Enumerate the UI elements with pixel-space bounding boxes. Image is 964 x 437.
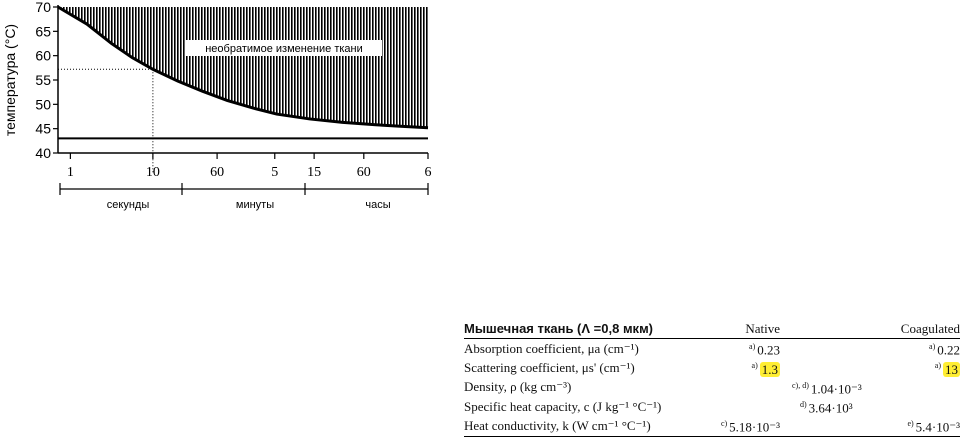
native-value <box>700 416 780 436</box>
x-tick-label: 10 <box>145 165 160 180</box>
shared-value <box>780 378 960 397</box>
x-tick-label: 60 <box>356 165 371 180</box>
native-value <box>700 358 780 377</box>
x-tick-label: 5 <box>271 165 279 180</box>
native-value <box>700 339 780 359</box>
temperature-time-chart <box>0 0 440 230</box>
y-tick-label: 40 <box>35 145 51 161</box>
ref-mark: c) <box>720 419 728 429</box>
ref-mark: a) <box>929 342 936 351</box>
x-tick-label: 15 <box>307 165 322 180</box>
col-header-native: Native <box>700 320 780 339</box>
irreversible-region <box>58 7 428 128</box>
time-unit-label: часы <box>365 199 391 211</box>
y-axis-label: температура (°C) <box>2 23 18 137</box>
empty-cell <box>700 378 780 397</box>
highlighted-value: 1.3 <box>761 361 778 377</box>
value: 3.64·10³ <box>808 400 853 416</box>
table-row <box>464 358 960 377</box>
col-header-coagulated: Coagulated <box>860 320 960 339</box>
value: 0.23 <box>757 342 780 358</box>
region-label: необратимое изменение ткани <box>205 43 363 55</box>
value: 5.4·10⁻³ <box>915 419 960 435</box>
empty-cell <box>700 397 780 416</box>
tissue-properties-table <box>464 320 960 437</box>
empty-cell <box>780 358 860 377</box>
empty-cell <box>780 416 860 436</box>
y-tick-label: 60 <box>35 47 51 64</box>
coag-value <box>860 416 960 436</box>
ref-mark: d) <box>800 399 807 409</box>
time-unit-label: минуты <box>235 199 275 211</box>
row-label: Heat conductivity, k (W cm⁻¹ °C⁻¹) <box>464 416 700 436</box>
table-title: Мышечная ткань (Λ =0,8 мкм) <box>464 320 700 339</box>
col-spacer <box>780 320 860 339</box>
table-row <box>464 378 960 397</box>
row-label: Scattering coefficient, μs' (cm⁻¹) <box>464 359 635 375</box>
y-tick-label: 50 <box>35 96 51 113</box>
time-unit-label: секунды <box>106 199 150 211</box>
x-tick-label: 60 <box>210 165 225 180</box>
empty-cell <box>780 339 860 359</box>
y-tick-label: 45 <box>35 120 51 137</box>
ref-mark: c), d) <box>792 380 809 390</box>
value: 0.22 <box>937 342 960 358</box>
value: 1.04·10⁻³ <box>810 380 862 396</box>
coag-value <box>860 339 960 359</box>
x-tick-label: 6 <box>424 165 432 180</box>
y-tick-label: 70 <box>35 0 51 15</box>
y-tick-label: 55 <box>35 72 51 88</box>
row-label: Specific heat capacity, c (J kg⁻¹ °C⁻¹) <box>464 398 662 414</box>
row-label: Density, ρ (kg cm⁻³) <box>464 379 572 395</box>
row-label: Absorption coefficient, μa (cm⁻¹) <box>464 340 639 356</box>
table-row <box>464 339 960 359</box>
x-tick-label: 1 <box>66 165 74 180</box>
ref-mark: a) <box>751 361 758 371</box>
shared-value <box>780 397 960 416</box>
y-tick-label: 65 <box>35 23 51 40</box>
ref-mark: a) <box>749 342 756 351</box>
coag-value <box>860 358 960 377</box>
table-row <box>464 416 960 436</box>
highlighted-value: 13 <box>945 361 958 377</box>
table-header-row <box>464 320 960 339</box>
ref-mark: a) <box>934 361 941 371</box>
value: 5.18·10⁻³ <box>729 419 780 435</box>
ref-mark: e) <box>907 419 914 429</box>
table-row <box>464 397 960 416</box>
